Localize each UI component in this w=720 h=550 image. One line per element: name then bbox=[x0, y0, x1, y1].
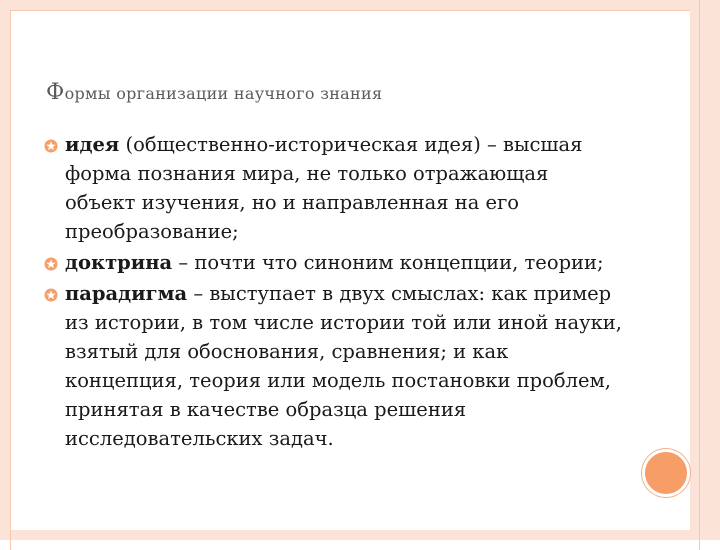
title-first-letter: Ф bbox=[46, 80, 65, 105]
title-rest: ормы организации научного знания bbox=[64, 84, 383, 103]
bullet-text: – выступает в двух смыслах: как пример из истории, в том числе истории той или иной науки, взятый для обоснования, сравнения; и как концепция, теория или модель постановки проблем, принятая в качестве образца решения исследовательских задач. bbox=[65, 282, 622, 450]
bullet-item bbox=[44, 248, 624, 277]
bullet-item bbox=[44, 279, 624, 453]
slide-right-band bbox=[690, 0, 720, 540]
bullet-text: (общественно-историческая идея) – высшая форма познания мира, не только отражающая объект изучения, но и направленная на его преобразование; bbox=[65, 133, 583, 243]
orange-circle-icon bbox=[642, 449, 690, 497]
bullet-term: идея bbox=[65, 133, 120, 156]
slide-right-line bbox=[699, 0, 700, 540]
bullet-term: парадигма bbox=[65, 282, 188, 305]
star-ring-icon bbox=[44, 139, 58, 153]
bullet-item bbox=[44, 130, 624, 246]
slide-title bbox=[46, 80, 382, 105]
bullet-term: доктрина bbox=[65, 251, 173, 274]
bullet-list bbox=[44, 130, 624, 455]
bullet-text: – почти что синоним концепции, теории; bbox=[172, 251, 604, 274]
star-ring-icon bbox=[44, 257, 58, 271]
star-ring-icon bbox=[44, 288, 58, 302]
